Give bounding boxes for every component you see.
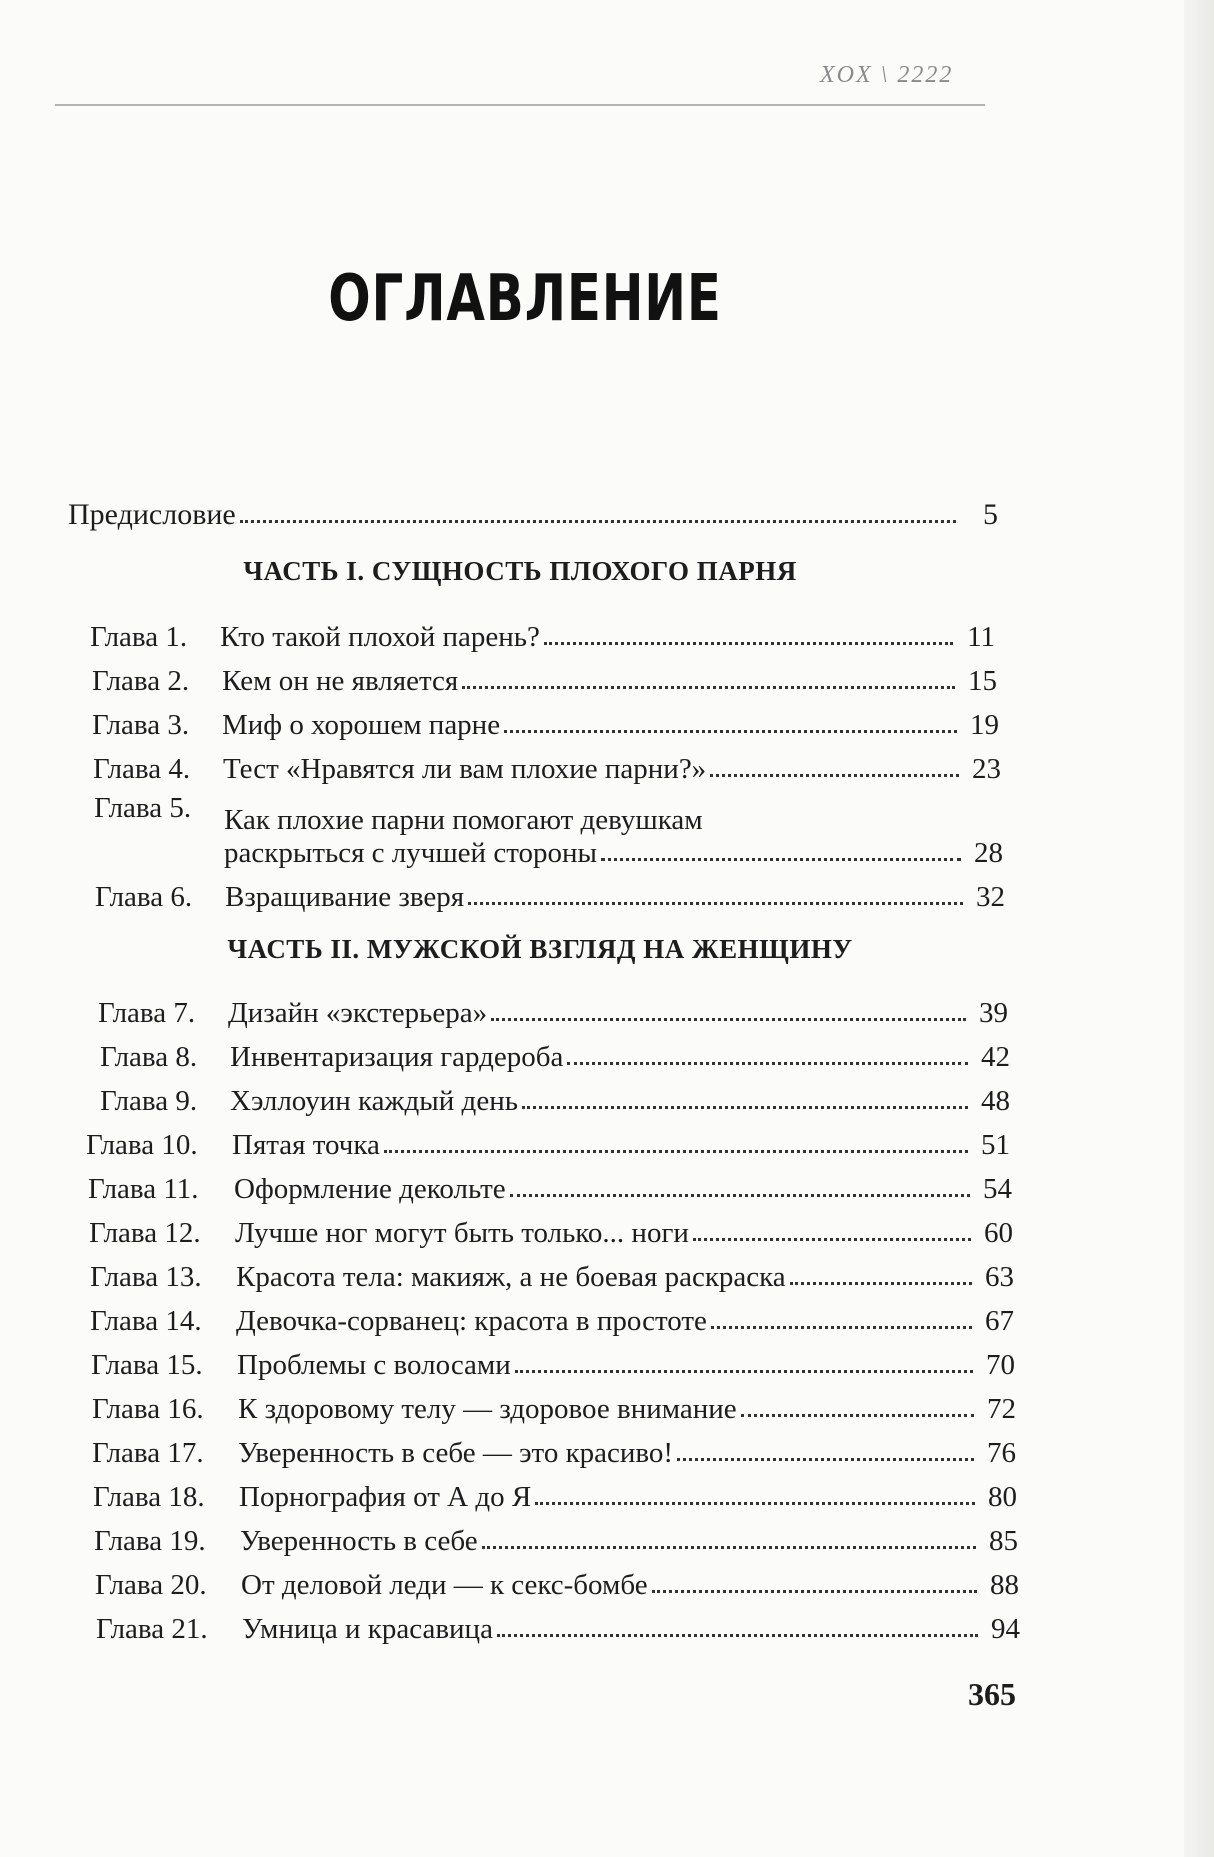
part-heading: ЧАСТЬ I. СУЩНОСТЬ ПЛОХОГО ПАРНЯ	[243, 556, 797, 586]
chapter-page: 85	[989, 1525, 1018, 1557]
preface-entry[interactable]	[68, 488, 998, 532]
chapter-label: Глава 15.	[91, 1349, 203, 1381]
toc-entry[interactable]	[95, 1560, 1019, 1602]
chapter-label: Глава 6.	[95, 881, 193, 913]
chapter-label: Глава 20.	[95, 1569, 207, 1601]
chapter-label: Глава 13.	[90, 1261, 202, 1293]
chapter-label: Глава 10.	[86, 1129, 198, 1161]
leader-dots	[240, 520, 956, 523]
chapter-page: 19	[970, 709, 999, 741]
chapter-label: Глава 9.	[100, 1085, 198, 1117]
chapter-title: Взращивание зверя	[225, 881, 465, 913]
chapter-title: Уверенность в себе — это красиво!	[238, 1437, 674, 1469]
leader-dots	[510, 1194, 970, 1197]
chapter-title: Умница и красавица	[242, 1613, 493, 1645]
chapter-title-continued: раскрыться с лучшей стороны	[224, 837, 597, 869]
toc-entry[interactable]	[94, 786, 1003, 870]
leader-dots	[504, 730, 957, 733]
page-edge-shadow	[1184, 0, 1214, 1857]
preface-page: 5	[983, 498, 998, 531]
part-heading: ЧАСТЬ II. МУЖСКОЙ ВЗГЛЯД НА ЖЕНЩИНУ	[227, 934, 853, 964]
chapter-page: 32	[976, 881, 1005, 913]
leader-dots	[491, 1018, 966, 1021]
leader-dots	[544, 642, 953, 645]
chapter-label: Глава 3.	[92, 709, 190, 741]
toc-entry[interactable]	[90, 612, 995, 654]
chapter-title: Тест «Нравятся ли вам плохие парни?»	[223, 753, 707, 785]
leader-dots	[693, 1238, 971, 1241]
chapter-title-block	[224, 804, 1003, 870]
chapter-page: 15	[968, 665, 997, 697]
leader-dots	[482, 1546, 976, 1549]
leader-dots	[384, 1150, 968, 1153]
chapter-label: Глава 21.	[96, 1613, 208, 1645]
chapter-title: Уверенность в себе	[240, 1525, 478, 1557]
chapter-title: Оформление декольте	[234, 1173, 506, 1205]
toc-entry[interactable]	[90, 1252, 1014, 1294]
chapter-title: К здоровому телу — здоровое внимание	[238, 1393, 737, 1425]
leader-dots	[515, 1370, 973, 1373]
chapter-title: Пятая точка	[232, 1129, 380, 1161]
toc-entry[interactable]	[100, 1076, 1010, 1118]
chapter-page: 28	[974, 837, 1003, 869]
toc-entry[interactable]	[86, 1120, 1010, 1162]
toc-entry[interactable]	[89, 1208, 1013, 1250]
chapter-page: 39	[979, 997, 1008, 1029]
toc-entry[interactable]	[92, 1428, 1016, 1470]
chapter-page: 42	[981, 1041, 1010, 1073]
chapter-title: Порнография от А до Я	[239, 1481, 532, 1513]
chapter-title: Лучше ног могут быть только... ноги	[235, 1217, 689, 1249]
preface-label: Предисловие	[68, 498, 236, 531]
chapter-label: Глава 1.	[90, 621, 188, 653]
chapter-title: Кто такой плохой парень?	[220, 621, 540, 653]
chapter-page: 88	[990, 1569, 1019, 1601]
toc-entry[interactable]	[96, 1604, 1020, 1646]
chapter-label: Глава 17.	[92, 1437, 204, 1469]
chapter-page: 94	[991, 1613, 1020, 1645]
leader-dots	[710, 774, 959, 777]
chapter-title: Дизайн «экстерьера»	[228, 997, 488, 1029]
header-rule	[55, 104, 985, 106]
chapter-page: 76	[987, 1437, 1016, 1469]
leader-dots	[468, 902, 963, 905]
chapter-label: Глава 11.	[88, 1173, 199, 1205]
leader-dots	[601, 858, 961, 861]
chapter-label: Глава 7.	[98, 997, 196, 1029]
chapter-title: Красота тела: макияж, а не боевая раскраска	[236, 1261, 786, 1293]
chapter-page: 48	[981, 1085, 1010, 1117]
toc-entry[interactable]	[100, 1032, 1010, 1074]
toc-entry[interactable]	[91, 1340, 1015, 1382]
chapter-page: 70	[986, 1349, 1015, 1381]
toc-entry[interactable]	[98, 988, 1008, 1030]
chapter-title: Кем он не является	[222, 665, 459, 697]
chapter-title-line2	[224, 837, 1003, 870]
leader-dots	[522, 1106, 968, 1109]
chapter-label: Глава 19.	[94, 1525, 206, 1557]
leader-dots	[652, 1590, 977, 1593]
chapter-title: Девочка-сорванец: красота в простоте	[236, 1305, 707, 1337]
chapter-page: 80	[988, 1481, 1017, 1513]
chapter-title: Миф о хорошем парне	[222, 709, 501, 741]
leader-dots	[741, 1414, 974, 1417]
chapter-title: Хэллоуин каждый день	[230, 1085, 518, 1117]
chapter-page: 51	[981, 1129, 1010, 1161]
leader-dots	[567, 1062, 968, 1065]
toc-entry[interactable]	[93, 744, 1001, 786]
chapter-label: Глава 14.	[90, 1305, 202, 1337]
chapter-page: 72	[987, 1393, 1016, 1425]
toc-entry[interactable]	[88, 1164, 1012, 1206]
running-head: XOX \ 2222	[820, 62, 954, 88]
chapter-page: 23	[972, 753, 1001, 785]
toc-entry[interactable]	[93, 1472, 1017, 1514]
leader-dots	[790, 1282, 972, 1285]
leader-dots	[497, 1634, 978, 1637]
chapter-title: Проблемы с волосами	[237, 1349, 511, 1381]
toc-entry[interactable]	[92, 656, 997, 698]
chapter-title: Инвентаризация гардероба	[230, 1041, 564, 1073]
chapter-title: От деловой леди — к секс-бомбе	[241, 1569, 648, 1601]
chapter-page: 67	[985, 1305, 1014, 1337]
leader-dots	[677, 1458, 974, 1461]
chapter-label: Глава 16.	[92, 1393, 204, 1425]
page-number: 365	[968, 1676, 1016, 1712]
leader-dots	[462, 686, 955, 689]
chapter-label: Глава 18.	[93, 1481, 205, 1513]
toc-entry[interactable]	[92, 1384, 1016, 1426]
chapter-label: Глава 2.	[92, 665, 190, 697]
toc-entry[interactable]	[92, 700, 999, 742]
chapter-label: Глава 8.	[100, 1041, 198, 1073]
chapter-label: Глава 4.	[93, 753, 191, 785]
chapter-page: 54	[983, 1173, 1012, 1205]
toc-entry[interactable]	[94, 1516, 1018, 1558]
chapter-label: Глава 12.	[89, 1217, 201, 1249]
leader-dots	[711, 1326, 972, 1329]
chapter-page: 11	[967, 621, 995, 653]
chapter-label: Глава 5.	[94, 792, 192, 824]
chapter-page: 60	[984, 1217, 1013, 1249]
chapter-title: Как плохие парни помогают девушкам	[224, 804, 703, 836]
chapter-page: 63	[985, 1261, 1014, 1293]
page-title: ОГЛАВЛЕНИЕ	[328, 262, 722, 336]
toc-entry[interactable]	[95, 872, 1005, 914]
toc-entry[interactable]	[90, 1296, 1014, 1338]
leader-dots	[535, 1502, 975, 1505]
